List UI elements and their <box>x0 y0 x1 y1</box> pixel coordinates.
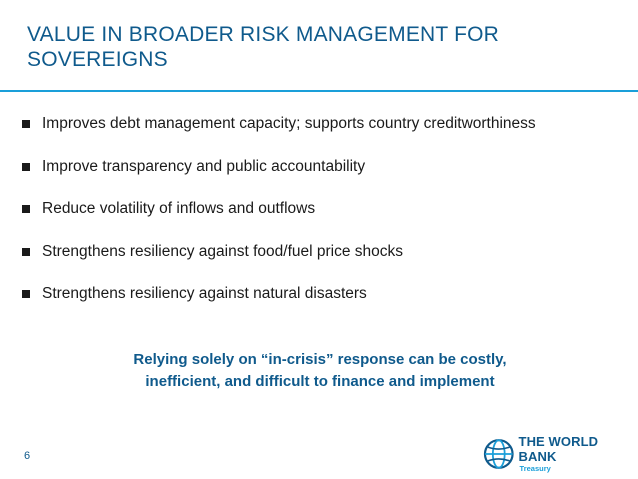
bullet-text: Improves debt management capacity; supports country creditworthiness <box>42 115 536 132</box>
square-bullet-icon <box>22 290 30 298</box>
square-bullet-icon <box>22 163 30 171</box>
page-number: 6 <box>24 450 31 462</box>
list-item <box>22 199 622 242</box>
bullet-text: Strengthens resiliency against food/fuel price shocks <box>42 242 404 260</box>
world-bank-logo <box>483 434 638 474</box>
square-bullet-icon <box>22 205 30 213</box>
bullet-list <box>22 114 622 327</box>
callout-text <box>80 349 560 393</box>
list-item <box>22 157 622 200</box>
bullet-text: Improve transparency and public accountability <box>42 157 366 175</box>
bullet-text: Strengthens resiliency against natural disasters <box>42 285 367 302</box>
list-item <box>22 284 622 327</box>
slide-title: VALUE IN BROADER RISK MANAGEMENT FOR SOVEREIGNS <box>27 23 499 71</box>
bullet-text: Reduce volatility of inflows and outflows <box>42 200 316 217</box>
callout-line-1: Relying solely on “in-crisis” response can be costly, <box>133 351 507 368</box>
logo-subtitle: Treasury <box>519 464 551 473</box>
callout-line-2: inefficient, and difficult to finance and implement <box>145 373 495 390</box>
globe-icon <box>483 438 515 470</box>
list-item <box>22 242 622 285</box>
list-item <box>22 114 622 157</box>
square-bullet-icon <box>22 248 30 256</box>
logo-name: THE WORLD BANK <box>518 434 599 464</box>
square-bullet-icon <box>22 120 30 128</box>
title-divider <box>0 90 638 92</box>
